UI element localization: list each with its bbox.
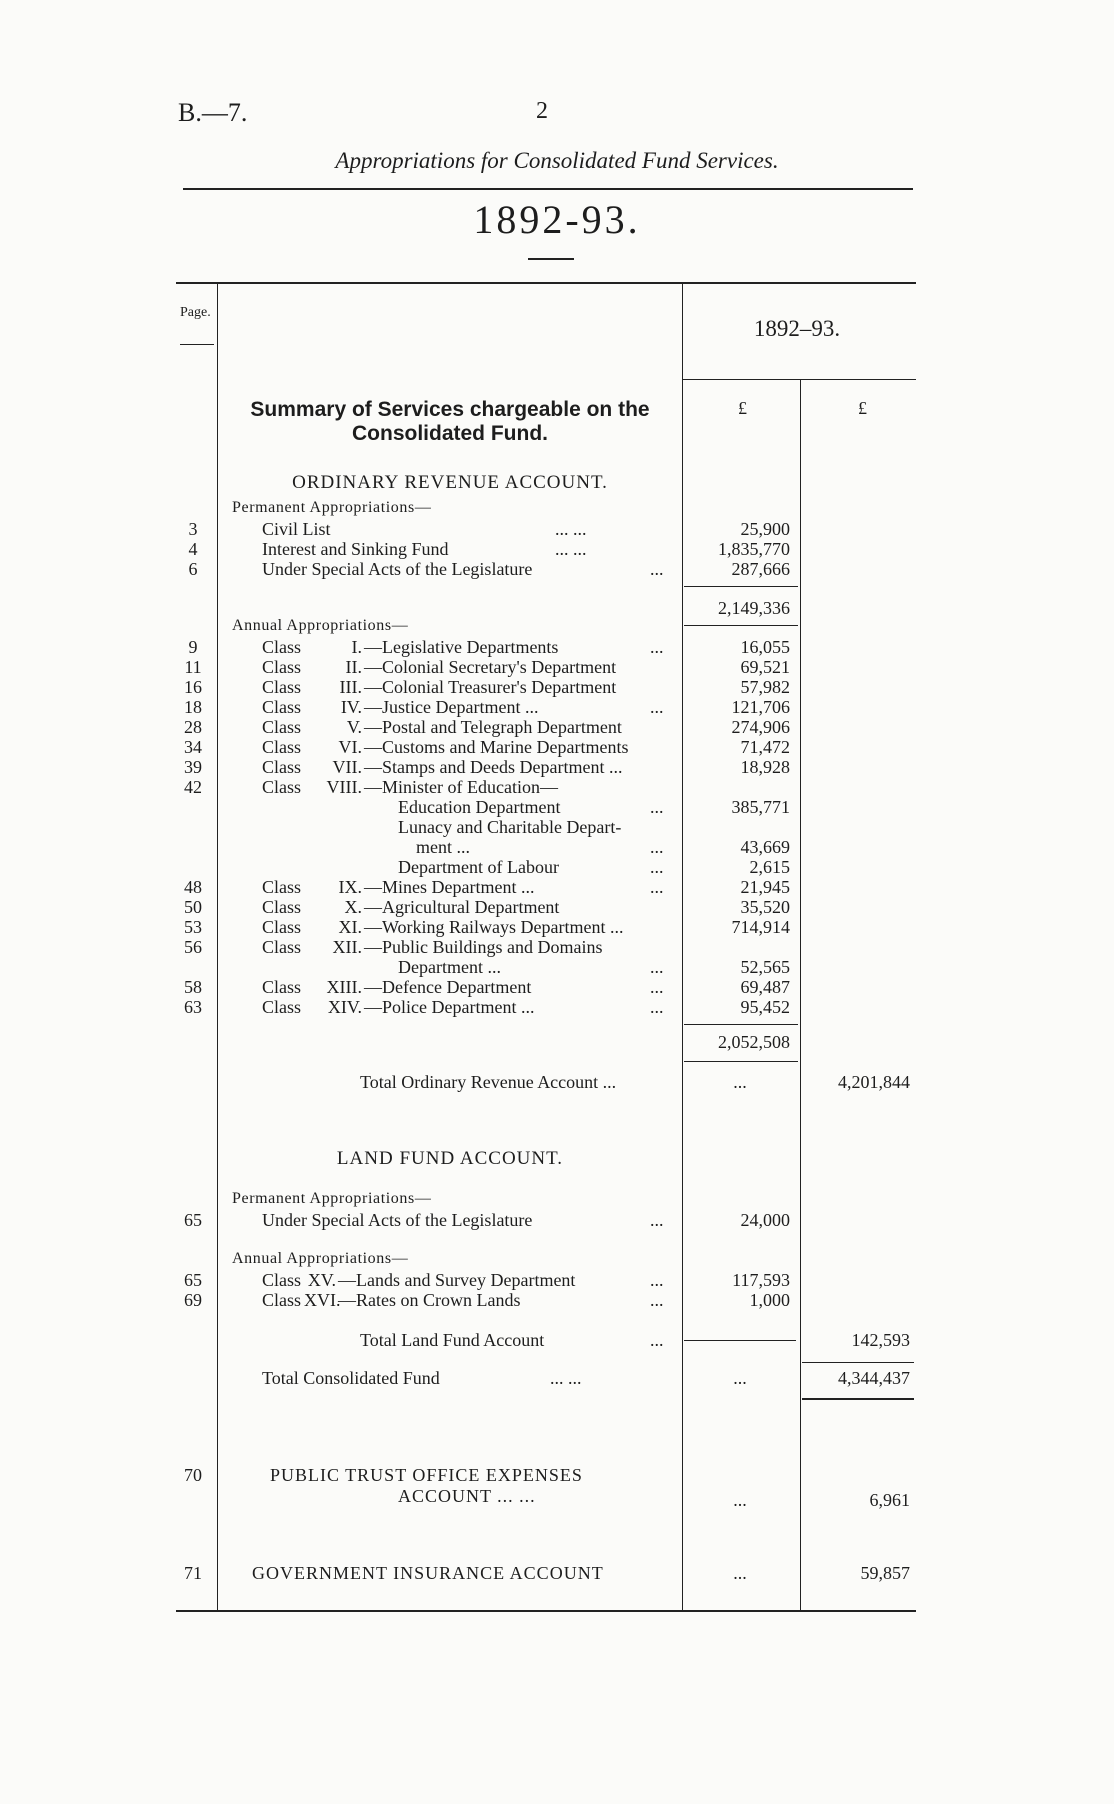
table-row xyxy=(0,717,1114,737)
row-amount: 52,565 xyxy=(740,957,790,977)
table-row xyxy=(0,757,1114,777)
row-amount: 69,521 xyxy=(740,657,790,677)
department-name: —Working Railways Department ... xyxy=(364,917,624,937)
table-row xyxy=(0,1270,1114,1290)
class-number: VI. xyxy=(338,737,362,757)
total-mid: ... xyxy=(733,1490,747,1510)
page-ref: 56 xyxy=(184,937,202,957)
department-name: —Public Buildings and Domains xyxy=(364,937,603,957)
class-word: Class xyxy=(262,697,302,717)
leader-dots: ... xyxy=(650,997,664,1017)
class-word: Class xyxy=(262,1270,302,1290)
class-word: Class xyxy=(262,917,302,937)
page-ref: 70 xyxy=(184,1465,202,1485)
row-amount: 57,982 xyxy=(740,677,790,697)
leader-dots: ... xyxy=(650,637,664,657)
table-row xyxy=(0,937,1114,957)
grand-total-rule xyxy=(802,1362,914,1363)
currency-symbol: £ xyxy=(738,398,747,418)
department-name: —Stamps and Deeds Department ... xyxy=(364,757,623,777)
leader-dots: ... xyxy=(650,1330,664,1350)
department-name: —Agricultural Department xyxy=(364,897,560,917)
row-amount: 21,945 xyxy=(740,877,790,897)
total-mid: ... xyxy=(733,1072,747,1092)
subtotal-rule xyxy=(684,1340,796,1341)
row-amount: 71,472 xyxy=(740,737,790,757)
leader-dots: ... ... xyxy=(555,519,587,539)
header-rule xyxy=(183,188,913,190)
class-number: X. xyxy=(344,897,362,917)
page-ref: 69 xyxy=(184,1290,202,1310)
class-number: XVI. xyxy=(304,1290,341,1310)
page-ref: 28 xyxy=(184,717,202,737)
total-row xyxy=(0,1368,1114,1388)
table-row xyxy=(0,917,1114,937)
page-ref: 65 xyxy=(184,1270,202,1290)
department-name: —Rates on Crown Lands xyxy=(338,1290,521,1310)
table-row xyxy=(0,837,1114,857)
department-name: —Postal and Telegraph Department xyxy=(364,717,622,737)
subtotal-rule xyxy=(684,1061,798,1062)
row-amount: 24,000 xyxy=(740,1210,790,1230)
row-amount: 35,520 xyxy=(740,897,790,917)
class-number: I. xyxy=(351,637,362,657)
department-name: —Colonial Secretary's Department xyxy=(364,657,617,677)
department-name: —Minister of Education— xyxy=(364,777,558,797)
leader-dots: ... ... xyxy=(550,1368,582,1388)
year-header-rule xyxy=(682,379,916,380)
subsection-label: Permanent Appropriations— xyxy=(232,1190,432,1207)
total-mid: ... xyxy=(733,1368,747,1388)
leader-dots: ... xyxy=(650,837,664,857)
row-label: PUBLIC TRUST OFFICE EXPENSES xyxy=(270,1465,583,1485)
page-ref: 16 xyxy=(184,677,202,697)
page-ref: 50 xyxy=(184,897,202,917)
class-number: XIII. xyxy=(326,977,362,997)
department-name: —Colonial Treasurer's Department xyxy=(364,677,617,697)
subtotal-amount: 2,149,336 xyxy=(718,598,790,618)
row-amount: 95,452 xyxy=(740,997,790,1017)
table-row xyxy=(0,657,1114,677)
page-ref: 34 xyxy=(184,737,202,757)
subtotal-amount: 2,052,508 xyxy=(718,1032,790,1052)
grand-total-rule xyxy=(802,1398,914,1400)
table-top-rule xyxy=(176,282,916,284)
class-word: Class xyxy=(262,877,302,897)
page-column-label: Page. xyxy=(180,305,211,320)
class-word: Class xyxy=(262,677,302,697)
class-number: XII. xyxy=(332,937,362,957)
document-year: 1892-93. xyxy=(473,197,641,242)
row-label: ment ... xyxy=(416,837,470,857)
class-word: Class xyxy=(262,737,302,757)
row-amount: 714,914 xyxy=(731,917,790,937)
leader-dots: ... xyxy=(650,1290,664,1310)
department-name: —Defence Department xyxy=(364,977,532,997)
class-word: Class xyxy=(262,997,302,1017)
page-ref: 63 xyxy=(184,997,202,1017)
row-amount: 25,900 xyxy=(740,519,790,539)
row-amount: 2,615 xyxy=(749,857,790,877)
total-amount: 4,201,844 xyxy=(838,1072,910,1092)
department-name: —Police Department ... xyxy=(364,997,535,1017)
class-number: V. xyxy=(346,717,362,737)
row-amount: 16,055 xyxy=(740,637,790,657)
row-label: Civil List xyxy=(262,519,331,539)
leader-dots: ... ... xyxy=(555,539,587,559)
class-word: Class xyxy=(262,637,302,657)
leader-dots: ... xyxy=(650,1270,664,1290)
class-number: IX. xyxy=(338,877,362,897)
table-row xyxy=(0,697,1114,717)
row-amount: 287,666 xyxy=(731,559,790,579)
section-heading: LAND FUND ACCOUNT. xyxy=(336,1148,564,1169)
subsection-label: Annual Appropriations— xyxy=(232,617,409,634)
leader-dots: ... xyxy=(650,957,664,977)
table-row xyxy=(0,857,1114,877)
leader-dots: ... xyxy=(650,1210,664,1230)
page-ref: 4 xyxy=(188,539,198,559)
row-label: ACCOUNT ... ... xyxy=(398,1486,536,1506)
table-row xyxy=(0,897,1114,917)
page-ref: 42 xyxy=(184,777,202,797)
total-amount: 59,857 xyxy=(860,1563,910,1583)
page-ref: 65 xyxy=(184,1210,202,1230)
row-amount: 69,487 xyxy=(740,977,790,997)
year-column-label: 1892–93. xyxy=(753,316,841,341)
table-row xyxy=(0,777,1114,797)
table-row xyxy=(0,1290,1114,1310)
row-label: Interest and Sinking Fund xyxy=(262,539,449,559)
row-label: Department ... xyxy=(398,957,501,977)
table-row xyxy=(0,559,1114,579)
class-word: Class xyxy=(262,657,302,677)
class-word: Class xyxy=(262,777,302,797)
total-label: Total Consolidated Fund xyxy=(262,1368,440,1388)
total-label: Total Ordinary Revenue Account ... xyxy=(360,1072,617,1092)
row-label: Under Special Acts of the Legislature xyxy=(262,559,533,579)
table-row xyxy=(0,539,1114,559)
page-ref: 11 xyxy=(184,657,202,677)
row-amount: 274,906 xyxy=(731,717,790,737)
department-name: —Customs and Marine Departments xyxy=(364,737,629,757)
class-number: VIII. xyxy=(326,777,362,797)
department-name: —Legislative Departments xyxy=(364,637,559,657)
subsection-label: Annual Appropriations— xyxy=(232,1250,409,1267)
subtotal-rule xyxy=(684,586,798,587)
subtotal-rule xyxy=(684,1024,798,1025)
class-number: XIV. xyxy=(327,997,362,1017)
class-word: Class xyxy=(262,717,302,737)
leader-dots: ... xyxy=(650,977,664,997)
class-number: III. xyxy=(339,677,362,697)
leader-dots: ... xyxy=(650,877,664,897)
section-heading: ORDINARY REVENUE ACCOUNT. xyxy=(292,472,608,493)
row-label: Under Special Acts of the Legislature xyxy=(262,1210,533,1230)
table-row xyxy=(0,797,1114,817)
summary-title: Summary of Services chargeable on the Consolidated Fund. xyxy=(250,398,650,445)
subtotal-rule xyxy=(684,625,798,626)
page-ref: 18 xyxy=(184,697,202,717)
table-row xyxy=(0,677,1114,697)
class-number: II. xyxy=(345,657,362,677)
table-row xyxy=(0,997,1114,1017)
total-amount: 6,961 xyxy=(869,1490,910,1510)
document-reference: B.—7. xyxy=(178,98,248,127)
row-label: GOVERNMENT INSURANCE ACCOUNT xyxy=(252,1563,604,1583)
department-name: —Mines Department ... xyxy=(364,877,535,897)
page-ref: 6 xyxy=(188,559,198,579)
row-label: Department of Labour xyxy=(398,857,559,877)
page-ref: 58 xyxy=(184,977,202,997)
row-label: Education Department xyxy=(398,797,561,817)
department-name: —Lands and Survey Department xyxy=(338,1270,576,1290)
class-number: VII. xyxy=(332,757,362,777)
document-subtitle: Appropriations for Consolidated Fund Services. xyxy=(335,148,779,173)
row-amount: 385,771 xyxy=(731,797,790,817)
page-ref: 3 xyxy=(188,519,198,539)
department-name: —Justice Department ... xyxy=(364,697,539,717)
class-word: Class xyxy=(262,937,302,957)
table-bottom-rule xyxy=(176,1610,916,1612)
row-amount: 121,706 xyxy=(731,697,790,717)
table-row xyxy=(0,977,1114,997)
class-word: Class xyxy=(262,1290,302,1310)
leader-dots: ... xyxy=(650,797,664,817)
total-row xyxy=(0,1330,1114,1350)
class-number: XI. xyxy=(338,917,362,937)
table-row xyxy=(0,877,1114,897)
total-amount: 4,344,437 xyxy=(838,1368,910,1388)
page-label-rule xyxy=(180,344,214,345)
page-number: 2 xyxy=(536,98,548,124)
table-row xyxy=(0,1210,1114,1230)
table-row xyxy=(0,637,1114,657)
leader-dots: ... xyxy=(650,697,664,717)
row-amount: 1,835,770 xyxy=(718,539,790,559)
leader-dots: ... xyxy=(650,857,664,877)
total-mid: ... xyxy=(733,1563,747,1583)
subtotal-row xyxy=(0,1032,1114,1052)
subsection-label: Permanent Appropriations— xyxy=(232,499,432,516)
total-label: Total Land Fund Account xyxy=(360,1330,545,1350)
class-word: Class xyxy=(262,897,302,917)
leader-dots: ... xyxy=(650,559,664,579)
table-row xyxy=(0,817,1114,837)
table-row xyxy=(0,519,1114,539)
row-amount: 43,669 xyxy=(740,837,790,857)
page-ref: 39 xyxy=(184,757,202,777)
subtotal-row xyxy=(0,598,1114,618)
table-row xyxy=(0,737,1114,757)
currency-symbol: £ xyxy=(858,398,867,418)
row-label: Lunacy and Charitable Depart- xyxy=(398,817,622,837)
page-ref: 53 xyxy=(184,917,202,937)
class-number: XV. xyxy=(307,1270,336,1290)
total-row xyxy=(0,1072,1114,1092)
row-amount: 18,928 xyxy=(740,757,790,777)
row-amount: 1,000 xyxy=(749,1290,790,1310)
short-rule xyxy=(528,258,574,260)
page-ref: 48 xyxy=(184,877,202,897)
class-word: Class xyxy=(262,757,302,777)
class-number: IV. xyxy=(340,697,362,717)
row-amount: 117,593 xyxy=(732,1270,790,1290)
table-row xyxy=(0,957,1114,977)
page-ref: 9 xyxy=(188,637,198,657)
page-ref: 71 xyxy=(184,1563,202,1583)
class-word: Class xyxy=(262,977,302,997)
total-amount: 142,593 xyxy=(851,1330,910,1350)
